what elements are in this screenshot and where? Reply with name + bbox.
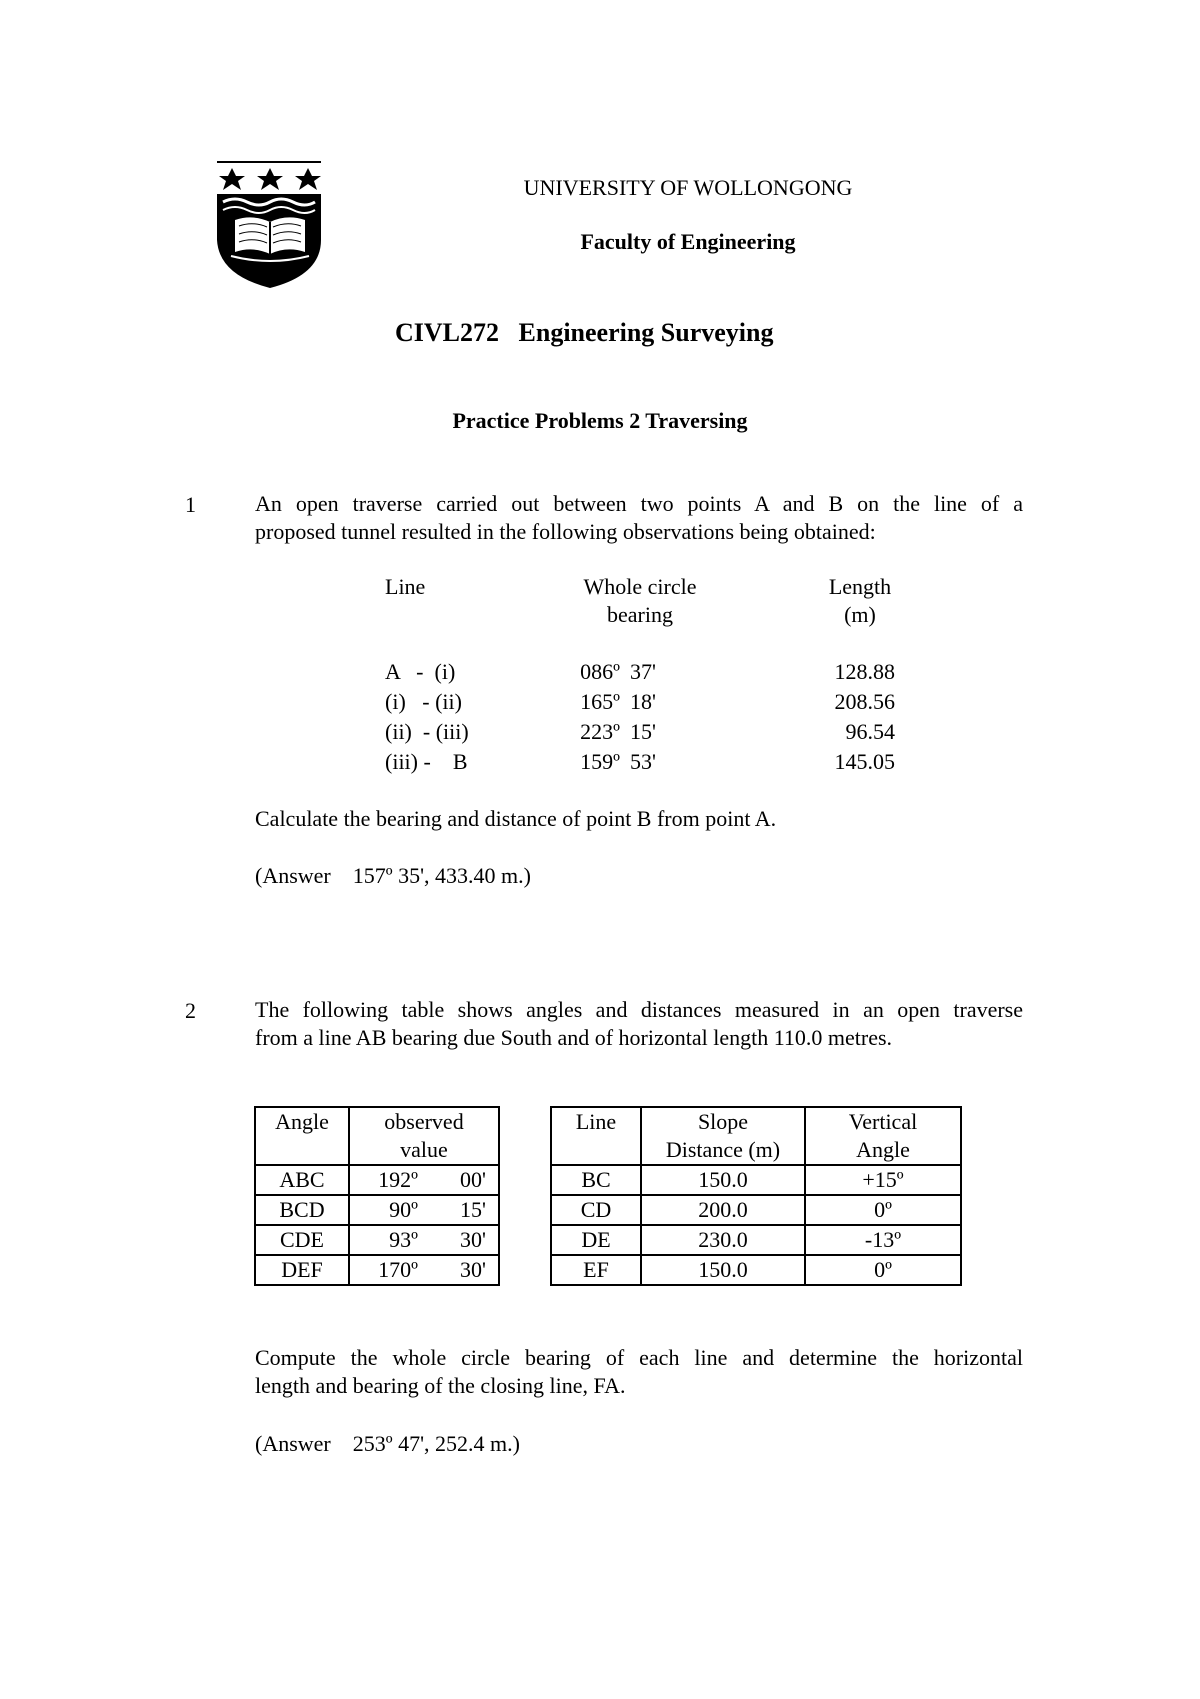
col-header-observed-value-1: observed — [384, 1109, 464, 1134]
col-header-slope-distance — [641, 1107, 805, 1165]
course-title — [395, 318, 774, 348]
p1-header-length-2: (m) — [844, 602, 876, 627]
problem-2-number: 2 — [185, 998, 196, 1023]
sheet-title: Practice Problems 2 Traversing — [452, 408, 748, 433]
table-row — [551, 1107, 961, 1165]
value-cell — [349, 1195, 499, 1225]
table-row — [255, 1195, 499, 1225]
angle-cell: ABC — [255, 1165, 349, 1195]
col-header-observed-value — [349, 1107, 499, 1165]
p1-row-deg: 165º — [580, 689, 620, 714]
vertical-angle-cell: +15º — [805, 1165, 961, 1195]
p1-header-length — [810, 573, 910, 629]
col-header-observed-value-2: value — [400, 1137, 448, 1162]
problem-1-intro-line2: proposed tunnel resulted in the following observations being obtained: — [255, 519, 876, 544]
value-cell — [349, 1255, 499, 1285]
col-header-vert-2: Angle — [856, 1137, 910, 1162]
p1-header-line: Line — [385, 574, 426, 599]
p1-row-min: 53' — [630, 749, 656, 774]
col-header-line: Line — [551, 1107, 641, 1165]
angle-cell: BCD — [255, 1195, 349, 1225]
p1-row-length: 128.88 — [834, 659, 895, 684]
col-header-slope-1: Slope — [697, 1109, 749, 1134]
table-row — [551, 1255, 961, 1285]
course-code: CIVL272 — [395, 318, 500, 347]
slope-cell: 230.0 — [641, 1225, 805, 1255]
deg: 93º — [389, 1227, 418, 1252]
line-cell: CD — [551, 1195, 641, 1225]
problem-1-number: 1 — [185, 492, 196, 517]
angles-table — [254, 1106, 500, 1286]
min: 30' — [460, 1227, 486, 1252]
deg: 192º — [378, 1167, 418, 1192]
p1-row-line: (ii) - (iii) — [385, 719, 469, 744]
line-cell: BC — [551, 1165, 641, 1195]
table-row — [255, 1107, 499, 1165]
p1-header-bearing-1: Whole circle — [583, 574, 697, 599]
p1-row-length: 145.05 — [834, 749, 895, 774]
value-cell — [349, 1165, 499, 1195]
p1-header-bearing — [560, 573, 720, 629]
problem-2-question-line2: length and bearing of the closing line, FA. — [255, 1373, 626, 1398]
vertical-angle-cell: 0º — [805, 1195, 961, 1225]
problem-1-intro-line1: An open traverse carried out between two points A and B on the line of a — [255, 491, 1023, 516]
answer-label: (Answer — [255, 863, 331, 888]
min: 30' — [460, 1257, 486, 1282]
problem-1-answer — [255, 862, 531, 890]
p1-row-min: 15' — [630, 719, 656, 744]
answer-value: 157º 35', 433.40 m.) — [352, 863, 531, 888]
p1-row-min: 37' — [630, 659, 656, 684]
table-row — [255, 1225, 499, 1255]
p1-row-line: (i) - (ii) — [385, 689, 462, 714]
answer-value: 253º 47', 252.4 m.) — [352, 1431, 520, 1456]
angle-cell: CDE — [255, 1225, 349, 1255]
p1-row-deg: 159º — [580, 749, 620, 774]
slope-cell: 200.0 — [641, 1195, 805, 1225]
angle-cell: DEF — [255, 1255, 349, 1285]
faculty-name: Faculty of Engineering — [580, 229, 796, 254]
problem-2-intro-line2: from a line AB bearing due South and of horizontal length 110.0 metres. — [255, 1025, 893, 1050]
value-cell — [349, 1225, 499, 1255]
p1-row-length: 208.56 — [834, 689, 895, 714]
vertical-angle-cell: -13º — [805, 1225, 961, 1255]
p1-row-min: 18' — [630, 689, 656, 714]
col-header-slope-2: Distance (m) — [665, 1137, 781, 1162]
table-row — [255, 1255, 499, 1285]
course-name: Engineering Surveying — [518, 318, 774, 347]
p1-header-length-1: Length — [828, 574, 892, 599]
university-name: UNIVERSITY OF WOLLONGONG — [523, 175, 853, 200]
lines-table — [550, 1106, 962, 1286]
p1-row-deg: 086º — [580, 659, 620, 684]
table-row — [551, 1225, 961, 1255]
problem-2-question — [255, 1344, 1023, 1400]
col-header-angle: Angle — [255, 1107, 349, 1165]
line-cell: DE — [551, 1225, 641, 1255]
table-row — [551, 1195, 961, 1225]
col-header-vert-1: Vertical — [848, 1109, 918, 1134]
min: 00' — [460, 1167, 486, 1192]
table-row — [255, 1165, 499, 1195]
vertical-angle-cell: 0º — [805, 1255, 961, 1285]
p1-row-line: A - (i) — [385, 659, 456, 684]
p1-row-deg: 223º — [580, 719, 620, 744]
problem-2-answer — [255, 1430, 520, 1458]
p1-row-line: (iii) - B — [385, 749, 468, 774]
deg: 90º — [389, 1197, 418, 1222]
slope-cell: 150.0 — [641, 1165, 805, 1195]
p1-row-length: 96.54 — [845, 719, 895, 744]
table-row — [551, 1165, 961, 1195]
col-header-vertical-angle — [805, 1107, 961, 1165]
answer-label: (Answer — [255, 1431, 331, 1456]
min: 15' — [460, 1197, 486, 1222]
deg: 170º — [378, 1257, 418, 1282]
problem-2-intro-line1: The following table shows angles and distances measured in an open traverse — [255, 997, 1023, 1022]
problem-2-question-line1: Compute the whole circle bearing of each line and determine the horizontal — [255, 1345, 1023, 1370]
problem-1-intro — [255, 490, 1023, 546]
p1-header-bearing-2: bearing — [607, 602, 673, 627]
problem-2-intro — [255, 996, 1023, 1052]
slope-cell: 150.0 — [641, 1255, 805, 1285]
problem-1-question: Calculate the bearing and distance of point B from point A. — [255, 806, 777, 831]
line-cell: EF — [551, 1255, 641, 1285]
